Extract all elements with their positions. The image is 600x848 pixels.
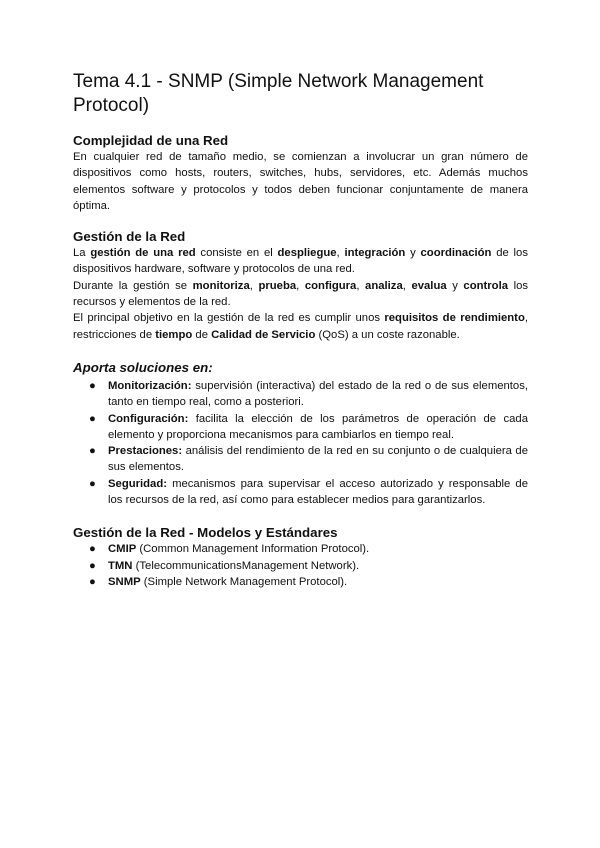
page-title: Tema 4.1 - SNMP (Simple Network Management Protocol) (73, 71, 484, 116)
section-heading-soluciones: Aporta soluciones en: (73, 359, 213, 375)
section-modelos (73, 524, 528, 590)
paragraph-complejidad: En cualquier red de tamaño medio, se comienzan a involucrar un gran número de dispositivos como hosts, routers, switches, hubs, servidores, etc. Además muchos elementos software y protocolos y todos deben funcionar conjuntamente de manera óptima. (73, 151, 528, 212)
bullet-icon: ● (89, 575, 96, 588)
list-item: ● CMIP (Common Management Information Protocol). (73, 541, 528, 557)
bullet-icon: ● (89, 412, 96, 425)
list-item: ● Prestaciones: análisis del rendimiento de la red en su conjunto o de cualquiera de sus elementos. (89, 445, 528, 474)
list-item: ● Configuración: facilita la elección de los parámetros de operación de cada elemento y proporciona mecanismos para cambiarlos en tiempo real. (89, 412, 528, 441)
paragraph-gestion-definicion: La gestión de una red consiste en el despliegue, integración y coordinación de los dispositivos hardware, software y protocolos de una red. (73, 247, 528, 276)
section-heading-complejidad: Complejidad de una Red (73, 133, 229, 148)
bullet-icon: ● (89, 445, 96, 458)
list-item: ● TMN (TelecommunicationsManagement Network). (73, 558, 528, 574)
list-item: ● SNMP (Simple Network Management Protocol). (73, 574, 528, 590)
paragraph-gestion-acciones: Durante la gestión se monitoriza, prueba, configura, analiza, evalua y controla los recursos y elementos de la red. (73, 279, 529, 309)
bullet-icon: ● (89, 559, 96, 572)
bullet-icon: ● (89, 379, 96, 392)
section-gestion (73, 228, 528, 343)
paragraph-gestion-objetivo: El principal objetivo en la gestión de la red es cumplir unos requisitos de rendimiento, restricciones de tiempo de Calidad de Servicio (QoS) a un coste razonable. (73, 312, 528, 341)
bullet-icon: ● (89, 543, 96, 556)
section-heading-gestion: Gestión de la Red (73, 229, 186, 245)
section-complejidad (73, 132, 528, 214)
list-item: ● Seguridad: mecanismos para supervisar el acceso autorizado y responsable de los recursos de la red, así como para establecer medios para garantizarlos. (89, 477, 528, 507)
section-heading-modelos: Gestión de la Red - Modelos y Estándares (73, 525, 338, 541)
soluciones-list (73, 378, 528, 508)
section-soluciones (73, 359, 528, 508)
bullet-icon: ● (89, 477, 96, 490)
document-content (73, 70, 528, 604)
list-item: ● Monitorización: supervisión (interactiva) del estado de la red o de sus elementos, tanto en tiempo real, como a posteriori. (89, 379, 528, 409)
modelos-list (73, 541, 528, 590)
